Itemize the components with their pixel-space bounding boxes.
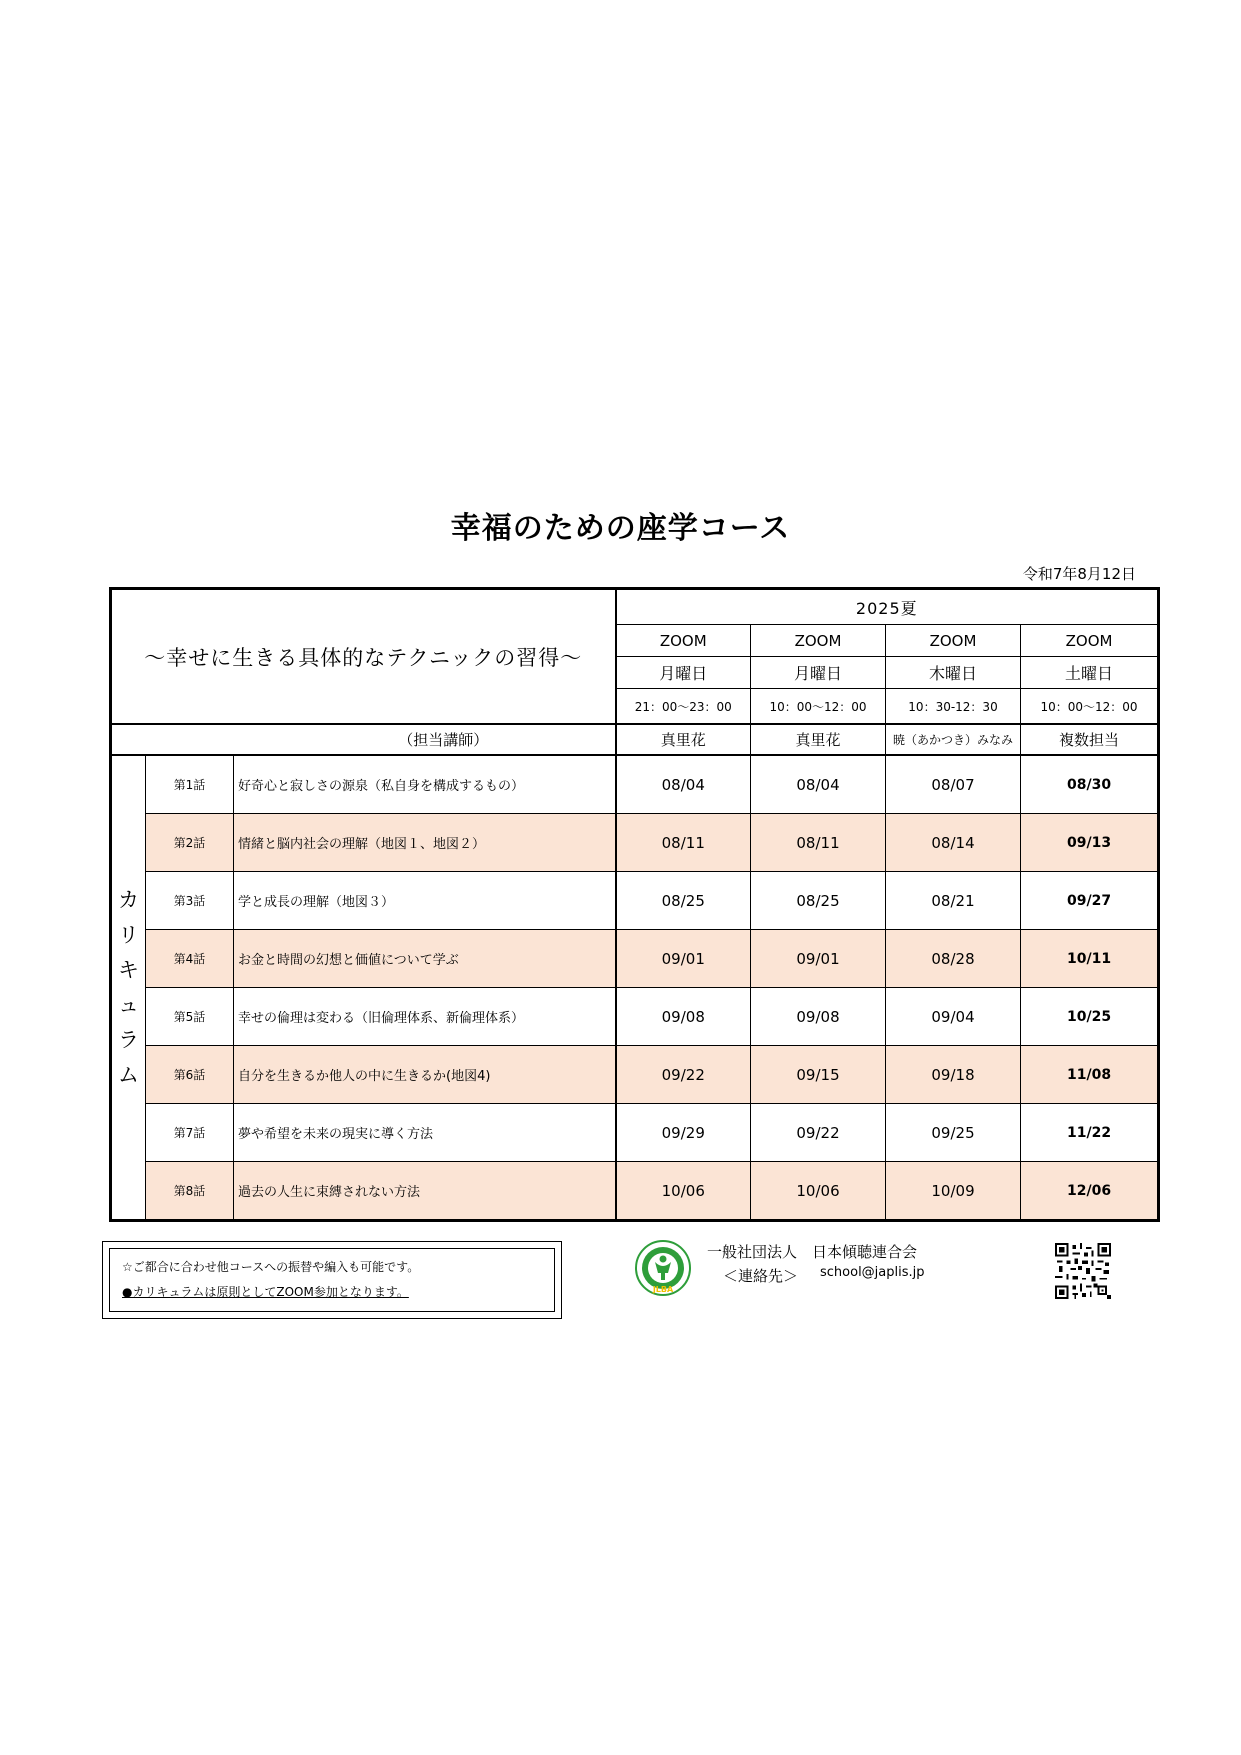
- date-cell: 08/30: [1021, 755, 1159, 814]
- note-zoom: ●カリキュラムは原則としてZOOM参加となります。: [122, 1285, 409, 1299]
- weekday-cell: 土曜日: [1021, 657, 1159, 689]
- topic-cell: 過去の人生に束縛されない方法: [234, 1162, 616, 1221]
- table-row: [111, 755, 1159, 814]
- episode-cell: 第7話: [146, 1104, 234, 1162]
- document-title: 幸福のための座学コース: [450, 511, 791, 546]
- topic-cell: 自分を生きるか他人の中に生きるか(地図4): [234, 1046, 616, 1104]
- org-logo-icon: [635, 1240, 691, 1296]
- date-cell: 09/27: [1021, 872, 1159, 930]
- curriculum-char: ラ: [118, 1027, 139, 1052]
- contact-label: ＜連絡先＞: [723, 1267, 799, 1285]
- date-cell: 09/01: [616, 930, 751, 988]
- curriculum-char: ュ: [118, 992, 139, 1017]
- topic-cell: お金と時間の幻想と価値について学ぶ: [234, 930, 616, 988]
- logo-text: JLBA: [652, 1285, 674, 1294]
- topic-cell: 情緒と脳内社会の理解（地図１、地図２）: [234, 814, 616, 872]
- instructor-label: （担当講師）: [111, 724, 616, 755]
- episode-cell: 第3話: [146, 872, 234, 930]
- qr-code-icon: [1055, 1243, 1111, 1299]
- episode-cell: 第8話: [146, 1162, 234, 1221]
- time-cell: 21：00～23：00: [616, 689, 751, 725]
- date-cell: 09/22: [751, 1104, 886, 1162]
- weekday-cell: 月曜日: [751, 657, 886, 689]
- date-cell: 08/04: [616, 755, 751, 814]
- document-date: 令和7年8月12日: [1022, 565, 1136, 583]
- curriculum-char: リ: [118, 922, 139, 947]
- date-cell: 11/22: [1021, 1104, 1159, 1162]
- table-row: [111, 1162, 1159, 1221]
- date-cell: 08/11: [616, 814, 751, 872]
- date-cell: 12/06: [1021, 1162, 1159, 1221]
- table-row: [111, 872, 1159, 930]
- date-cell: 10/06: [616, 1162, 751, 1221]
- notes-box: [102, 1241, 562, 1319]
- date-cell: 08/14: [886, 814, 1021, 872]
- platform-cell: ZOOM: [616, 625, 751, 657]
- date-cell: 08/07: [886, 755, 1021, 814]
- weekday-cell: 木曜日: [886, 657, 1021, 689]
- note-transfer: ☆ご都合に合わせ他コースへの振替や編入も可能です。: [122, 1260, 420, 1274]
- episode-cell: 第2話: [146, 814, 234, 872]
- date-cell: 09/13: [1021, 814, 1159, 872]
- schedule-table: [109, 587, 1160, 1222]
- instructor-cell: 真里花: [751, 724, 886, 755]
- curriculum-char: キ: [118, 957, 139, 982]
- date-cell: 08/25: [616, 872, 751, 930]
- table-row: [111, 814, 1159, 872]
- date-cell: 10/11: [1021, 930, 1159, 988]
- date-cell: 09/25: [886, 1104, 1021, 1162]
- date-cell: 09/08: [616, 988, 751, 1046]
- season-header: 2025夏: [616, 589, 1159, 625]
- date-cell: 09/22: [616, 1046, 751, 1104]
- course-subtitle: ～幸せに生きる具体的なテクニックの習得～: [111, 589, 616, 725]
- date-cell: 09/15: [751, 1046, 886, 1104]
- date-cell: 09/18: [886, 1046, 1021, 1104]
- curriculum-char: カ: [118, 887, 139, 912]
- weekday-cell: 月曜日: [616, 657, 751, 689]
- notes-inner: [109, 1248, 555, 1312]
- time-cell: 10：00～12：00: [1021, 689, 1159, 725]
- episode-cell: 第6話: [146, 1046, 234, 1104]
- instructor-cell: 暁（あかつき）みなみ: [886, 724, 1021, 755]
- instructor-cell: 真里花: [616, 724, 751, 755]
- organization-name: 一般社団法人 日本傾聴連合会: [707, 1243, 918, 1261]
- date-cell: 08/21: [886, 872, 1021, 930]
- curriculum-char: ム: [118, 1062, 139, 1087]
- platform-cell: ZOOM: [751, 625, 886, 657]
- topic-cell: 幸せの倫理は変わる（旧倫理体系、新倫理体系）: [234, 988, 616, 1046]
- episode-cell: 第4話: [146, 930, 234, 988]
- episode-cell: 第1話: [146, 755, 234, 814]
- table-row: [111, 930, 1159, 988]
- table-row: [111, 988, 1159, 1046]
- episode-cell: 第5話: [146, 988, 234, 1046]
- date-cell: 10/25: [1021, 988, 1159, 1046]
- date-cell: 08/11: [751, 814, 886, 872]
- date-cell: 08/04: [751, 755, 886, 814]
- platform-cell: ZOOM: [1021, 625, 1159, 657]
- topic-cell: 学と成長の理解（地図３）: [234, 872, 616, 930]
- platform-cell: ZOOM: [886, 625, 1021, 657]
- date-cell: 09/01: [751, 930, 886, 988]
- curriculum-label: [111, 755, 146, 1221]
- date-cell: 09/04: [886, 988, 1021, 1046]
- table-row: [111, 1104, 1159, 1162]
- instructor-cell: 複数担当: [1021, 724, 1159, 755]
- date-cell: 10/06: [751, 1162, 886, 1221]
- date-cell: 08/25: [751, 872, 886, 930]
- contact-email: school@japlis.jp: [820, 1265, 925, 1280]
- table-row: [111, 1046, 1159, 1104]
- time-cell: 10：30-12：30: [886, 689, 1021, 725]
- date-cell: 09/08: [751, 988, 886, 1046]
- time-cell: 10：00～12：00: [751, 689, 886, 725]
- date-cell: 08/28: [886, 930, 1021, 988]
- date-cell: 10/09: [886, 1162, 1021, 1221]
- topic-cell: 夢や希望を未来の現実に導く方法: [234, 1104, 616, 1162]
- topic-cell: 好奇心と寂しさの源泉（私自身を構成するもの）: [234, 755, 616, 814]
- date-cell: 09/29: [616, 1104, 751, 1162]
- date-cell: 11/08: [1021, 1046, 1159, 1104]
